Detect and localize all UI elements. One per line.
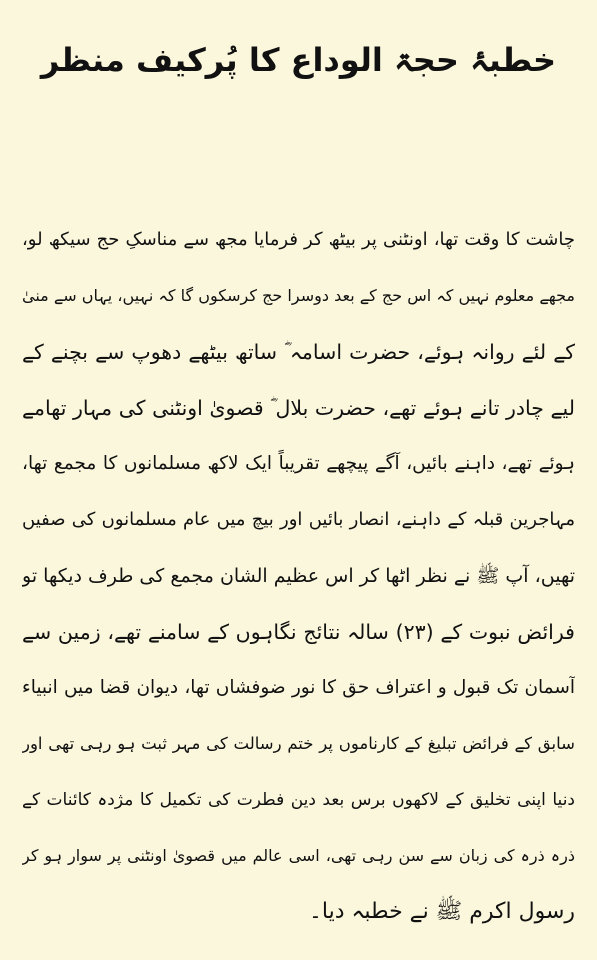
text-line: تھیں، آپ ﷺ نے نظر اٹھا کر اس عظیم الشان مجمع کی طرف دیکھا تو (22, 565, 575, 587)
text-line: رسول اکرم ﷺ نے خطبہ دیا۔ (309, 899, 575, 924)
text-line: چاشت کا وقت تھا، اونٹنی پر بیٹھ کر فرمایا مجھ سے مناسکِ حج سیکھ لو، (22, 229, 575, 250)
text-line: ہوئے تھے، داہنے بائیں، آگے پیچھے تقریباً ایک لاکھ مسلمانوں کا مجمع تھا، (22, 453, 575, 474)
text-line: مہاجرین قبلہ کے داہنے، انصار بائیں اور بیچ میں عام مسلمانوں کی صفیں (22, 509, 575, 530)
text-line: سابق کے فرائض تبلیغ کے کارناموں پر ختم رسالت کی مہر ثبت ہو رہی تھی اور (22, 734, 575, 753)
text-line: کے لئے روانہ ہوئے، حضرت اسامہ ؓ ساتھ بیٹھے دھوپ سے بچنے کے (22, 340, 575, 364)
text-line: مجھے معلوم نہیں کہ اس حج کے بعد دوسرا حج کرسکوں گا کہ نہیں، یہاں سے منیٰ (22, 286, 575, 305)
text-line: آسمان تک قبول و اعتراف حق کا نور ضوفشاں تھا، دیوان قضا میں انبیاء (22, 677, 575, 698)
text-line: لیے چادر تانے ہوئے تھے، حضرت بلال ؓ قصویٰ اونٹنی کی مہار تھامے (22, 396, 575, 420)
body-paragraph (22, 212, 575, 940)
text-line: دنیا اپنی تخلیق کے لاکھوں برس بعد دین فطرت کی تکمیل کا مژدہ کائنات کے (22, 790, 575, 810)
text-line: فرائض نبوت کے (۲۳) سالہ نتائج نگاہوں کے سامنے تھے، زمین سے (22, 620, 575, 644)
text-line: ذرہ ذرہ کی زبان سے سن رہی تھی، اسی عالم میں قصویٰ اونٹنی پر سوار ہو کر (22, 846, 575, 865)
page-title: خطبۂ حجۃ الوداع کا پُرکیف منظر (40, 41, 557, 79)
